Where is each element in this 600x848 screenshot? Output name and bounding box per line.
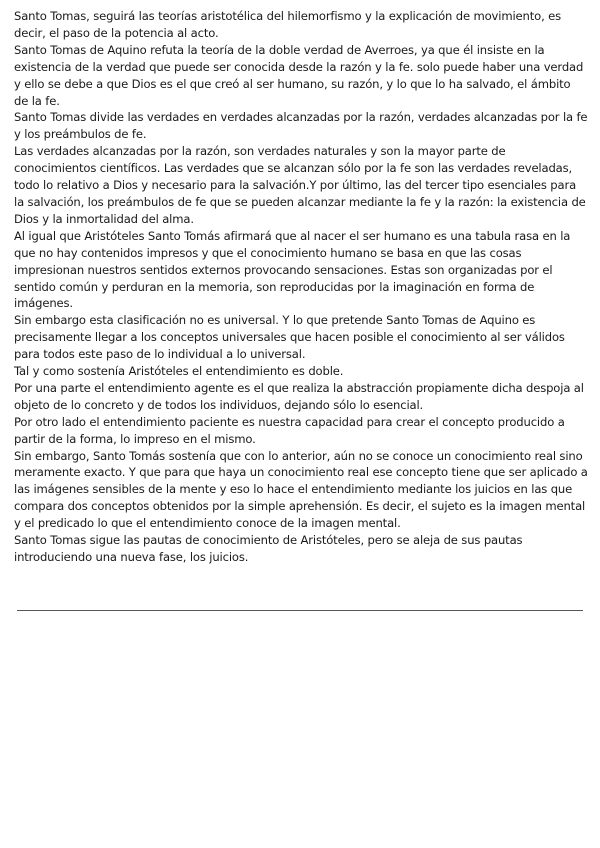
paragraph-entendimiento-doble: Tal y como sostenía Aristóteles el entendimiento es doble.: [14, 364, 344, 379]
paragraph-hilemorfismo: Santo Tomas, seguirá las teorías aristotélica del hilemorfismo y la explicación de movimiento, es decir, el paso de la potencia al acto.: [14, 9, 562, 40]
paragraph-conclusion: Santo Tomas sigue las pautas de conocimiento de Aristóteles, pero se aleja de sus pautas introduciendo una nueva fase, los juicios.: [14, 533, 523, 564]
paragraph-juicios: Sin embargo, Santo Tomás sostenía que con lo anterior, aún no se conoce un conocimiento real sino meramente exacto. Y que para que haya un conocimiento real ese concepto tiene que ser aplicado a las imágenes sensibles de la mente y eso lo hace el entendimiento mediante los juicios en las que compara dos conceptos obtenidos por la simple aprehensión. Es decir, el sujeto es la imagen mental y el predicado lo que el entendimiento conoce de la imagen mental.: [14, 448, 588, 531]
paragraph-entendimiento-paciente: Por otro lado el entendimiento paciente es nuestra capacidad para crear el concepto producido a partir de la forma, lo impreso en el mismo.: [14, 414, 565, 446]
paragraph-tabula-rasa: Al igual que Aristóteles Santo Tomás afirmará que al nacer el ser humano es una tabula rasa en la que no hay contenidos impresos y que el conocimiento humano se basa en que las cosas impresionan nuestros sentidos externos provocando sensaciones. Estas son organizadas por el sentido común y perduran en la memoria, son reproducidas por la imaginación en forma de imágenes.: [14, 228, 571, 311]
body-text: [14, 8, 588, 566]
paragraph-doble-verdad: Santo Tomas de Aquino refuta la teoría de la doble verdad de Averroes, ya que él insiste en la existencia de la verdad que puede ser conocida desde la razón y la fe. solo puede haber una verdad y ello se debe a que Dios es el que creó al ser humano, su razón, y lo que lo ha salvado, el ámbito de la fe.: [14, 42, 584, 108]
paragraph-entendimiento-agente: Por una parte el entendimiento agente es el que realiza la abstracción propiamente dicha despoja al objeto de lo concreto y de todos los individuos, dejando sólo lo esencial.: [14, 380, 584, 412]
horizontal-divider: [17, 610, 583, 611]
paragraph-conceptos-universales: Sin embargo esta clasificación no es universal. Y lo que pretende Santo Tomas de Aquino es precisamente llegar a los conceptos universales que hacen posible el conocimiento al ser válidos para todos este paso de lo individual a lo universal.: [14, 313, 565, 362]
paragraph-tipos-verdades: Las verdades alcanzadas por la razón, son verdades naturales y son la mayor parte de conocimientos científicos. Las verdades que se alcanzan sólo por la fe son las verdades reveladas, todo lo relativo a Dios y necesario para la salvación.Y por último, las del tercer tipo esenciales para la salvación, los preámbulos de fe que se pueden alcanzar mediante la fe y la razón: la existencia de Dios y la inmortalidad del alma.: [14, 144, 586, 226]
paragraph-division-verdades: Santo Tomas divide las verdades en verdades alcanzadas por la razón, verdades alcanzadas por la fe y los preámbulos de fe.: [14, 110, 588, 142]
